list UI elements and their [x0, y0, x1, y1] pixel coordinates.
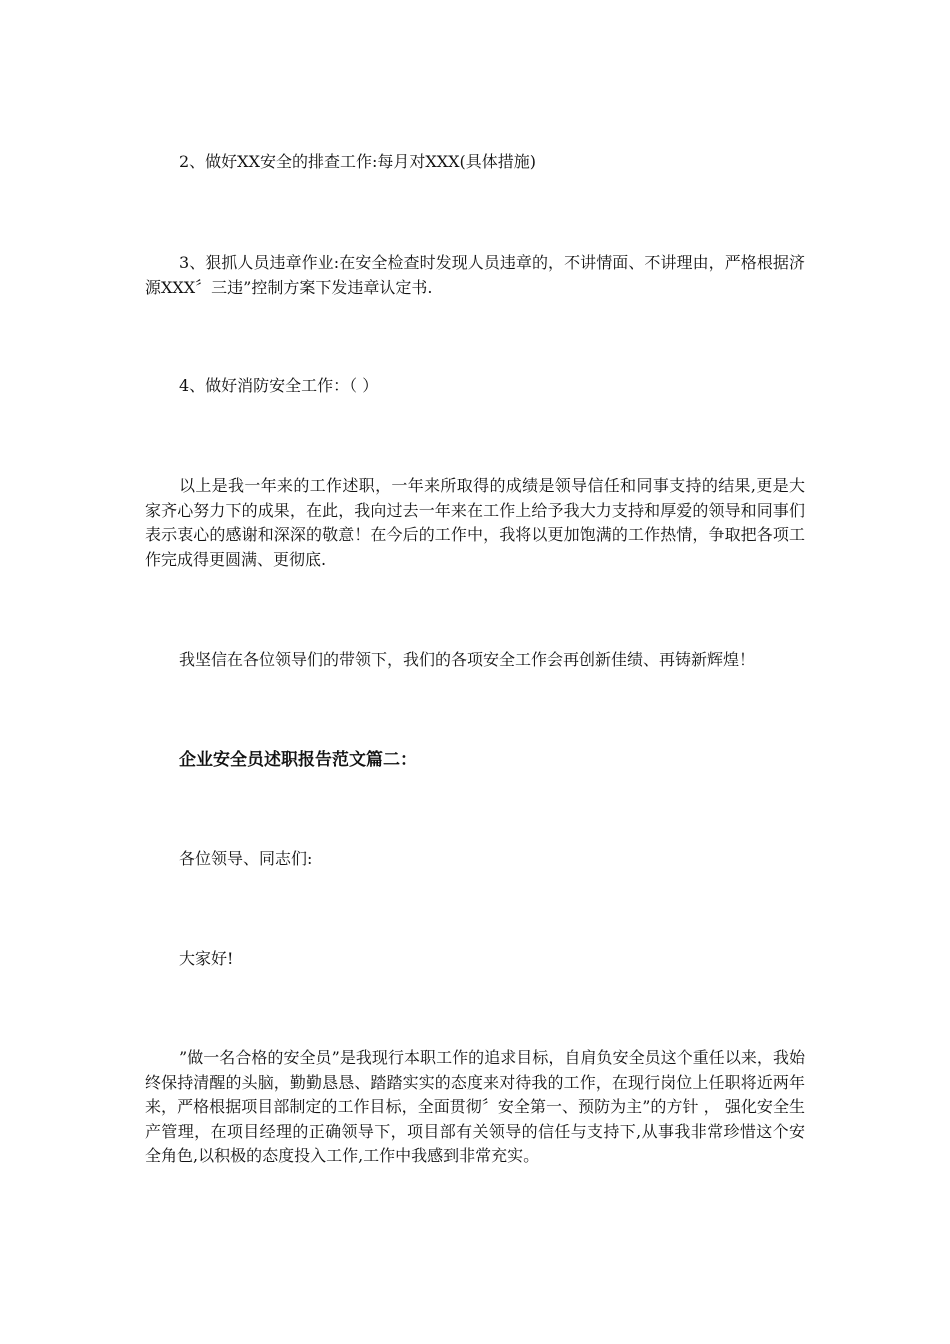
- paragraph-violation-control: 3、狠抓人员违章作业:在安全检查时发现人员违章的，不讲情面、不讲理由，严格根据济源XXX〞三违”控制方案下发违章认定书.: [145, 253, 805, 297]
- section-heading: 企业安全员述职报告范文篇二：: [179, 750, 417, 770]
- paragraph-salutation: 各位领导、同志们:: [179, 849, 313, 868]
- paragraph-summary-thanks: 以上是我一年来的工作述职，一年来所取得的成绩是领导信任和同事支持的结果,更是大家齐心努力下的成果，在此，我向过去一年来在工作上给予我大力支持和厚爱的领导和同事们表示衷心的感谢和深深的敬意！在今后的工作中，我将以更加饱满的工作热情，争取把各项工作完成得更圆满、更彻底.: [145, 476, 805, 569]
- paragraph-confidence: 我坚信在各位领导们的带领下，我们的各项安全工作会再创新佳绩、再铸新辉煌！: [179, 650, 756, 669]
- paragraph-fire-safety: 4、做好消防安全工作：（ ）: [179, 376, 379, 395]
- paragraph-greeting: 大家好!: [179, 949, 234, 968]
- paragraph-inspection-work: 2、做好XX安全的排查工作:每月对XXX(具体措施): [179, 152, 537, 171]
- paragraph-introduction: ”做一名合格的安全员”是我现行本职工作的追求目标，自肩负安全员这个重任以来，我始终保持清醒的头脑，勤勤恳恳、踏踏实实的态度来对待我的工作，在现行岗位上任职将近两年来，严格根据项目部制定的工作目标，全面贯彻〞安全第一、预防为主”的方针 ， 强化安全生产管理，在项目经理的正确领导下，项目部有关领导的信任与支持下,从事我非常珍惜这个安全角色,以积极的态度投入工作,工作中我感到非常充实。: [145, 1048, 805, 1165]
